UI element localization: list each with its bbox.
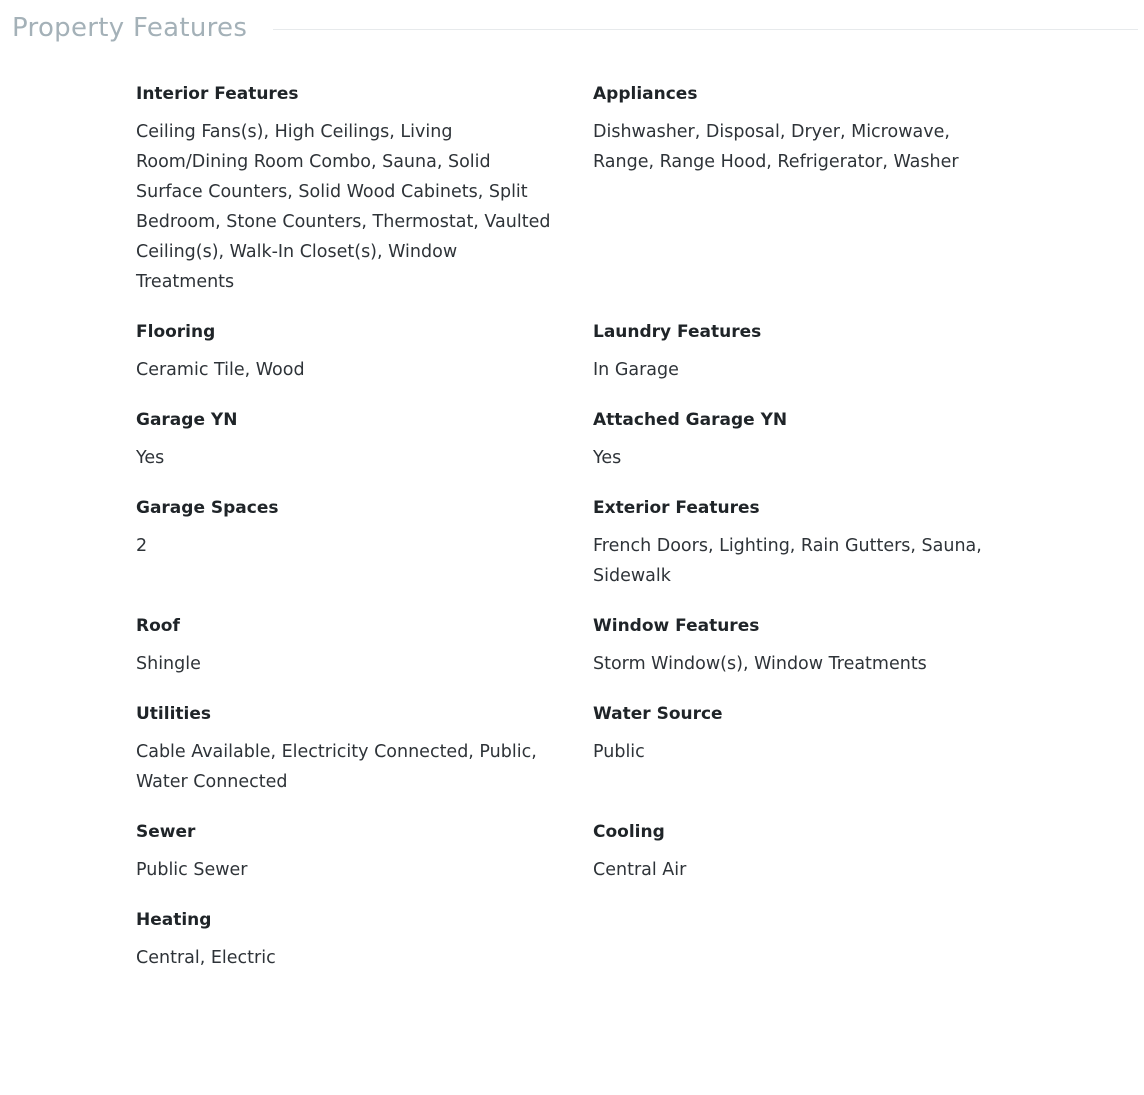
feature-value: Ceiling Fans(s), High Ceilings, Living Room/Dining Room Combo, Sauna, Solid Surface Counters, Solid Wood Cabinets, Split Bedroom, Stone Counters, Thermostat, Vaulted Ceiling(s), Walk-In Closet(s), Window Treatments	[136, 122, 551, 292]
feature-label: Attached Garage YN	[593, 410, 788, 430]
feature-value: Shingle	[136, 654, 201, 674]
feature-value: In Garage	[593, 360, 679, 380]
feature-appliances	[593, 82, 1036, 297]
feature-attached-garage-yn	[593, 408, 1036, 473]
feature-label: Water Source	[593, 704, 723, 724]
feature-value: Yes	[136, 448, 165, 468]
feature-sewer	[136, 820, 593, 885]
feature-value: Public Sewer	[136, 860, 248, 880]
feature-cooling	[593, 820, 1036, 885]
feature-label: Utilities	[136, 704, 212, 724]
feature-label: Window Features	[593, 616, 760, 636]
feature-garage-yn	[136, 408, 593, 473]
feature-value: Cable Available, Electricity Connected, Public, Water Connected	[136, 742, 537, 792]
feature-label: Garage YN	[136, 410, 238, 430]
feature-value: 2	[136, 536, 148, 556]
feature-utilities	[136, 702, 593, 797]
feature-interior-features	[136, 82, 593, 297]
feature-heating	[136, 908, 593, 973]
feature-label: Garage Spaces	[136, 498, 279, 518]
feature-garage-spaces	[136, 496, 593, 591]
features-grid	[136, 82, 1036, 973]
feature-value: Yes	[593, 448, 622, 468]
feature-label: Heating	[136, 910, 212, 930]
feature-water-source	[593, 702, 1036, 797]
feature-value: Dishwasher, Disposal, Dryer, Microwave, Range, Range Hood, Refrigerator, Washer	[593, 122, 959, 172]
feature-label: Roof	[136, 616, 180, 636]
feature-label: Flooring	[136, 322, 216, 342]
feature-label: Laundry Features	[593, 322, 762, 342]
feature-label: Exterior Features	[593, 498, 760, 518]
feature-label: Appliances	[593, 84, 698, 104]
feature-label: Sewer	[136, 822, 196, 842]
feature-value: Central Air	[593, 860, 687, 880]
section-header	[12, 8, 1138, 48]
feature-value: Ceramic Tile, Wood	[136, 360, 305, 380]
section-title: Property Features	[12, 13, 248, 43]
feature-laundry-features	[593, 320, 1036, 385]
feature-label: Interior Features	[136, 84, 299, 104]
feature-label: Cooling	[593, 822, 665, 842]
feature-value: Storm Window(s), Window Treatments	[593, 654, 927, 674]
section-divider	[273, 29, 1138, 30]
feature-value: Central, Electric	[136, 948, 276, 968]
feature-window-features	[593, 614, 1036, 679]
feature-value: Public	[593, 742, 645, 762]
feature-flooring	[136, 320, 593, 385]
feature-exterior-features	[593, 496, 1036, 591]
feature-roof	[136, 614, 593, 679]
feature-value: French Doors, Lighting, Rain Gutters, Sauna, Sidewalk	[593, 536, 982, 586]
